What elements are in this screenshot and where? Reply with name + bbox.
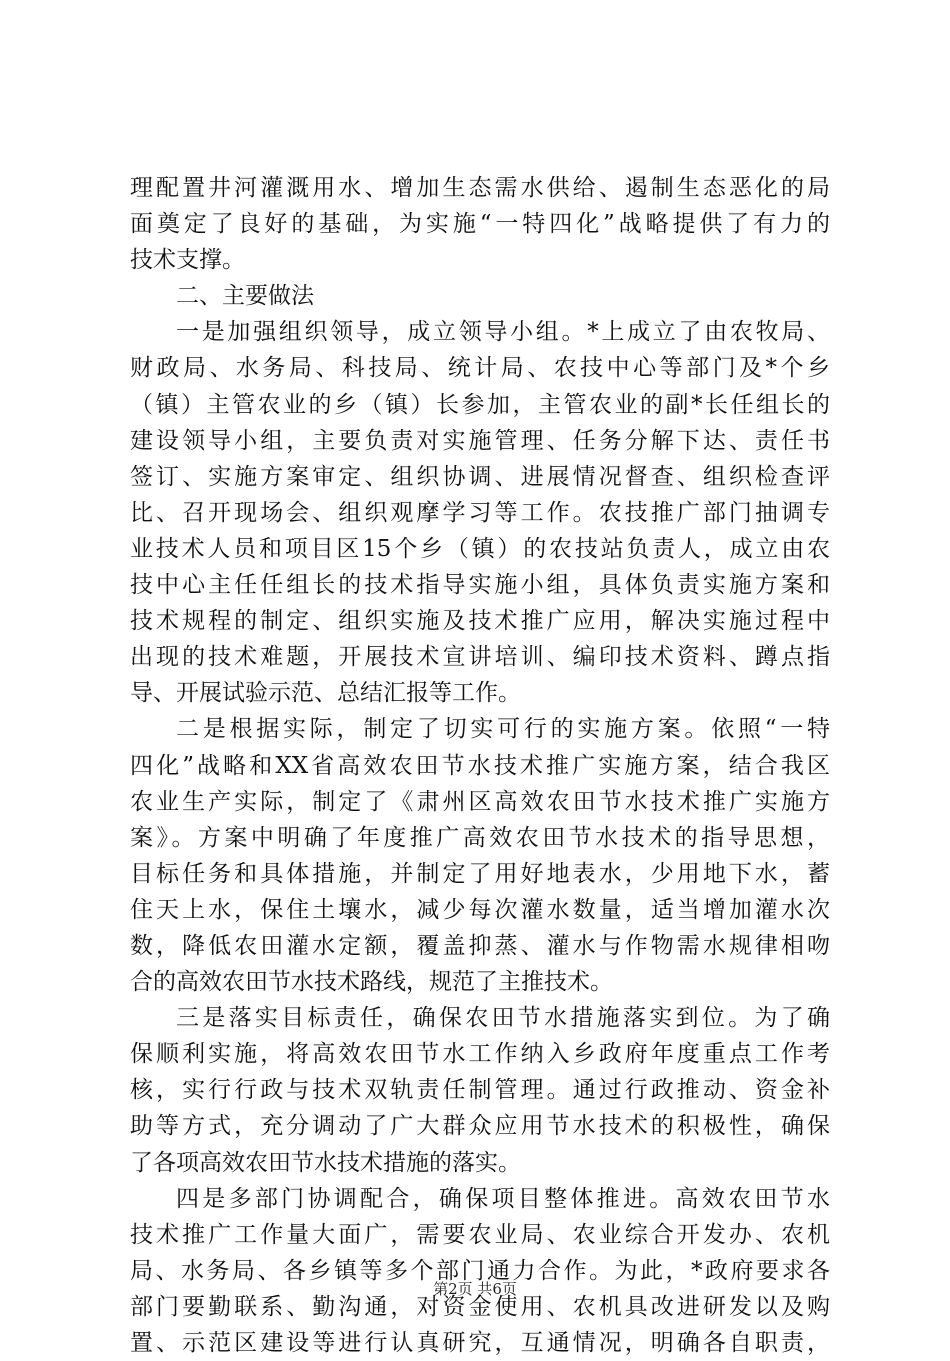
body-text-line: 合的高效农田节水技术路线，规范了主推技术。 (130, 969, 613, 996)
body-text-line: 四化”战略和XX省高效农田节水技术推广实施方案，结合我区 (130, 752, 830, 779)
body-text-line: 比、召开现场会、组织观摩学习等工作。农技推广部门抽调专 (130, 499, 830, 526)
body-text-line: 出现的技术难题，开展技术宣讲培训、编印技术资料、蹲点指 (130, 644, 830, 671)
page-footer: 第2页 共6页 (433, 1280, 517, 1298)
body-text-line: 农业生产实际，制定了《肃州区高效农田节水技术推广实施方 (130, 788, 830, 815)
body-text-line: 签订、实施方案审定、组织协调、进展情况督查、组织检查评 (130, 463, 830, 490)
body-text-line: 保顺利实施，将高效农田节水工作纳入乡政府年度重点工作考 (130, 1041, 830, 1068)
body-text-line: 局、水务局、各乡镇等多个部门通力合作。为此，*政府要求各 (130, 1257, 830, 1284)
body-text-line: 部门要勤联系、勤沟通，对资金使用、农机具改进研发以及购 (130, 1293, 830, 1320)
body-text-line: 数，降低农田灌水定额，覆盖抑蒸、灌水与作物需水规律相吻 (130, 932, 830, 959)
body-text-line: 技中心主任任组长的技术指导实施小组，具体负责实施方案和 (130, 572, 830, 599)
body-text-line: 一是加强组织领导，成立领导小组。*上成立了由农牧局、 (176, 319, 830, 346)
body-text-line: 住天上水，保住土壤水，减少每次灌水数量，适当增加灌水次 (130, 896, 830, 923)
body-text-line: 业技术人员和项目区15个乡（镇）的农技站负责人，成立由农 (130, 535, 830, 562)
body-text-line: 技术支撑。 (130, 247, 245, 274)
document-body (130, 170, 830, 1361)
body-text-line: 目标任务和具体措施，并制定了用好地表水，少用地下水，蓄 (130, 860, 830, 887)
body-text-line: 核，实行行政与技术双轨责任制管理。通过行政推动、资金补 (130, 1077, 830, 1104)
body-text-line: 二是根据实际，制定了切实可行的实施方案。依照“一特 (176, 716, 830, 743)
body-text-line: （镇）主管农业的乡（镇）长参加，主管农业的副*长任组长的 (130, 391, 830, 418)
body-text-line: 技术推广工作量大面广，需要农业局、农业综合开发办、农机 (130, 1221, 830, 1248)
body-text-line: 案》。方案中明确了年度推广高效农田节水技术的指导思想， (130, 824, 830, 851)
body-text-line: 导、开展试验示范、总结汇报等工作。 (130, 680, 521, 707)
body-text-line: 面奠定了良好的基础，为实施“一特四化”战略提供了有力的 (130, 211, 830, 238)
body-text-line: 理配置井河灌溉用水、增加生态需水供给、遏制生态恶化的局 (130, 175, 830, 201)
body-text-line: 了各项高效农田节水技术措施的落实。 (130, 1149, 521, 1176)
body-text-line: 置、示范区建设等进行认真研究，互通情况，明确各自职责， (130, 1330, 830, 1356)
body-text-line: 财政局、水务局、科技局、统计局、农技中心等部门及*个乡 (130, 355, 830, 382)
body-text-line: 二、主要做法 (176, 283, 314, 310)
body-text-line: 技术规程的制定、组织实施及技术推广应用，解决实施过程中 (130, 608, 830, 635)
body-text-line: 四是多部门协调配合，确保项目整体推进。高效农田节水 (176, 1185, 830, 1212)
body-text-line: 三是落实目标责任，确保农田节水措施落实到位。为了确 (176, 1005, 830, 1032)
body-text-line: 助等方式，充分调动了广大群众应用节水技术的积极性，确保 (130, 1113, 830, 1140)
body-text-line: 建设领导小组，主要负责对实施管理、任务分解下达、责任书 (130, 427, 830, 454)
